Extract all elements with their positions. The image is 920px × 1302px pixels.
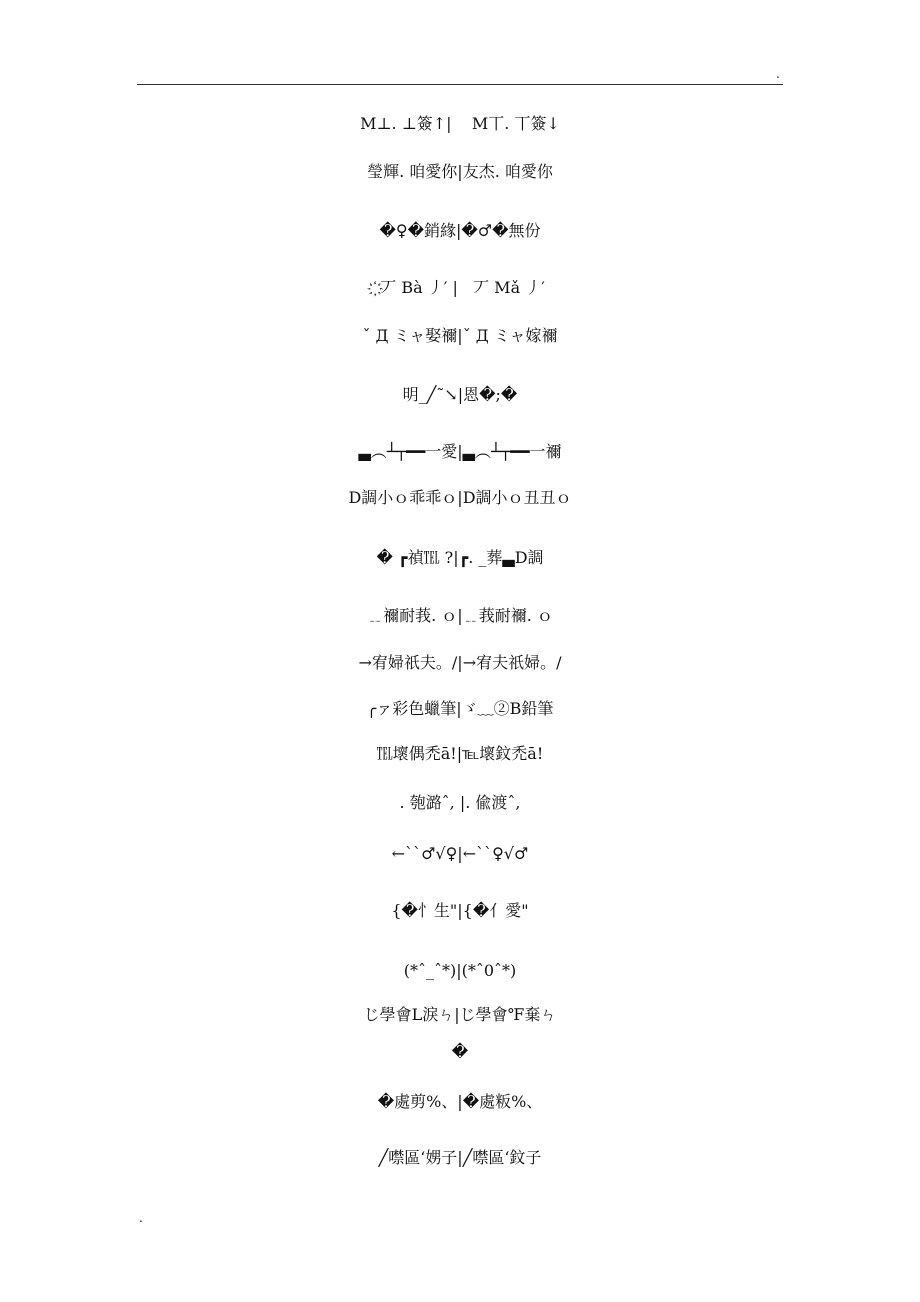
text-line: ˇ Д ミャ娶禰|ˇ Д ミャ嫁禰 bbox=[362, 326, 558, 345]
footer-mark: . bbox=[139, 1211, 143, 1225]
text-line: . 匏潞ˆ, |. 偸渡ˆ, bbox=[399, 793, 521, 812]
header-mark: . bbox=[776, 67, 780, 81]
text-line: じ學會L淚ㄣ|じ學會℉棄ㄣ bbox=[363, 1005, 557, 1024]
text-line: � bbox=[451, 1042, 469, 1061]
text-line: →宥婦祇夫。/|→宥夫祇婦。/ bbox=[358, 653, 562, 672]
text-line: {�忄生"|{�亻愛" bbox=[391, 901, 529, 920]
text-line: �♀�銷緣|�♂�無份 bbox=[379, 221, 541, 240]
text-line: ▃︵┴┬━━一愛|▃︵┴┬━━一禰 bbox=[358, 442, 562, 461]
text-line: ﹎禰耐莪. ｏ|﹎莪耐禰. ｏ bbox=[367, 606, 553, 625]
text-line: 瑩輝. 咱愛你|友杰. 咱愛你 bbox=[367, 162, 553, 181]
text-line: ╭ァ彩色蠟筆|ゞ﹏②B鉛筆 bbox=[366, 699, 554, 718]
text-line: ╱噤區‘娚子|╱噤區‘鈫子 bbox=[378, 1148, 542, 1167]
text-line: � ┏禎℡ ?|┏. _葬▃D調 bbox=[376, 548, 544, 567]
text-line: ҉ 丆 Bà 丿′ | 丆 Mǎ 丿′ bbox=[375, 278, 545, 297]
text-line: ℡壞偶禿ā!|℡壞鈫禿ā! bbox=[376, 744, 544, 763]
text-line: ←``♂√♀|←``♀√♂ bbox=[391, 844, 529, 863]
text-line: �處剪%、|�處粄%、 bbox=[377, 1092, 543, 1111]
text-line: (*ˆ_ˆ*)|(*ˆ0ˆ*) bbox=[403, 961, 517, 980]
header-rule bbox=[137, 84, 783, 85]
text-line: D調小ｏ乖乖ｏ|D調小ｏ丑丑ｏ bbox=[348, 488, 572, 507]
text-line: M⊥. ⊥簽↑| M丅. 丅簽↓ bbox=[360, 114, 560, 133]
text-line: 明_╱˜↘|恩�;� bbox=[402, 385, 518, 404]
